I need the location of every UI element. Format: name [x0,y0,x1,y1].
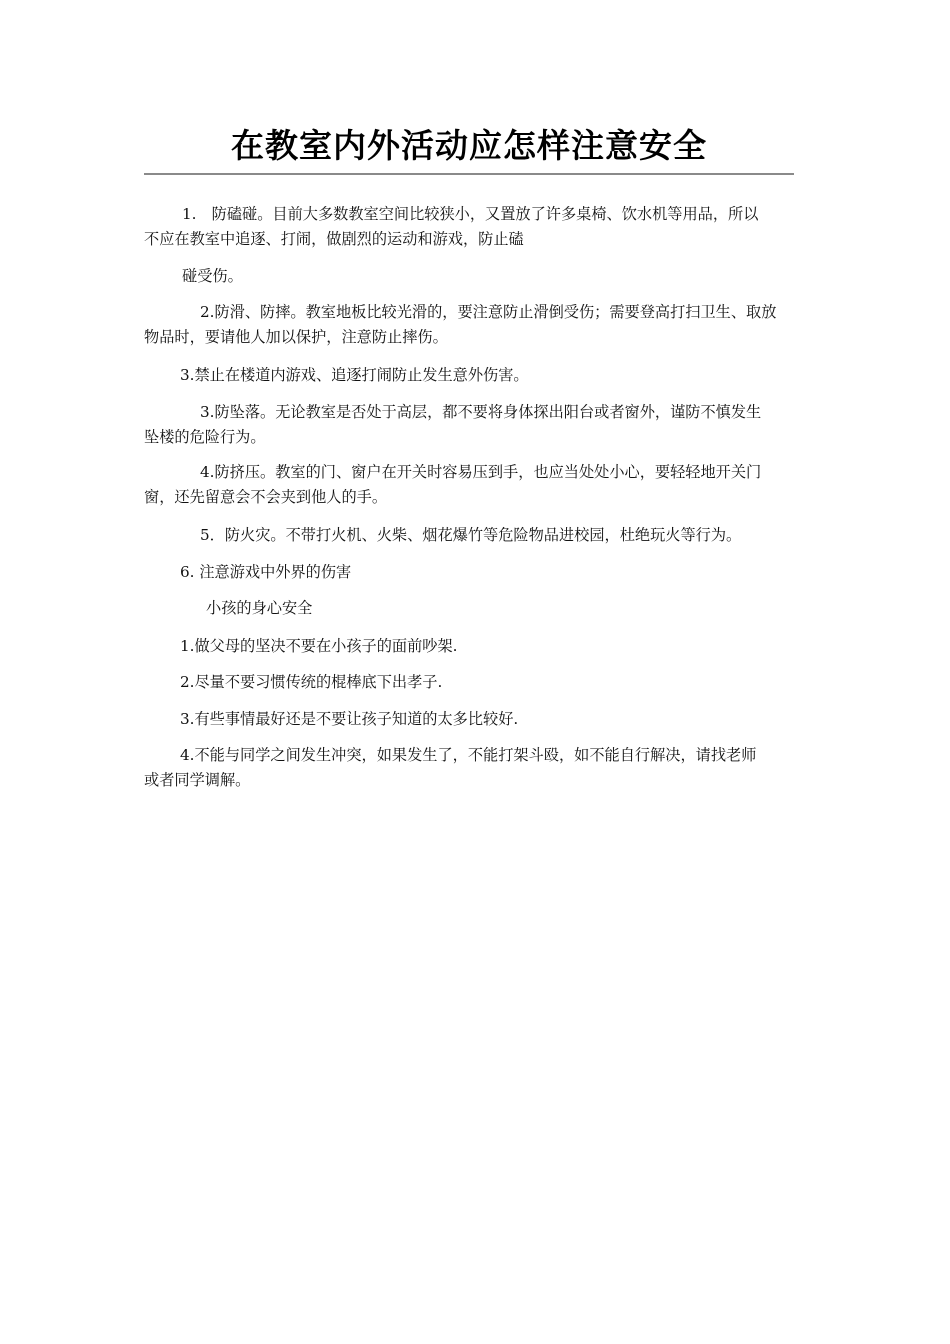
title-underline-divider [144,173,794,175]
paragraph-line: 窗，还先留意会不会夹到他人的手。 [144,488,387,506]
paragraph-line: 碰受伤。 [182,267,243,285]
paragraph-outside-harm [144,560,351,585]
paragraph-no-quarrel [144,634,458,659]
paragraph-no-fighting [144,743,756,793]
paragraph-line: 物品时，要请他人加以保护，注意防止摔伤。 [144,328,448,346]
paragraph-line: 小孩的身心安全 [206,599,313,617]
paragraph-line: 或者同学调解。 [144,771,251,789]
paragraph-line: 1. 防磕碰。目前大多数教室空间比较狭小，又置放了许多桌椅、饮水机等用品，所以 [182,205,759,223]
paragraph-line: 坠楼的危险行为。 [144,428,266,446]
paragraph-prevent-bumps [144,202,758,252]
section-heading-child-safety [144,596,312,621]
paragraph-line: 3.有些事情最好还是不要让孩子知道的太多比较好. [180,710,519,728]
paragraph-line: 4.防挤压。教室的门、窗户在开关时容易压到手，也应当处处小心，要轻轻地开关门 [200,463,762,481]
paragraph-line: 6. 注意游戏中外界的伤害 [180,563,352,581]
paragraph-prevent-slips [144,300,776,350]
paragraph-line: 1.做父母的坚决不要在小孩子的面前吵架. [180,637,458,655]
paragraph-not-too-much [144,707,518,732]
paragraph-prevent-pinching [144,460,761,510]
paragraph-line: 2.尽量不要习惯传统的棍棒底下出孝子. [180,673,443,691]
paragraph-line: 3.防坠落。无论教室是否处于高层，都不要将身体探出阳台或者窗外，谨防不慎发生 [200,403,762,421]
paragraph-no-beating [144,670,442,695]
paragraph-prevent-bumps-continued [144,264,243,289]
paragraph-line: 5．防火灾。不带打火机、火柴、烟花爆竹等危险物品进校园，杜绝玩火等行为。 [200,526,742,544]
paragraph-line: 3.禁止在楼道内游戏、追逐打闹防止发生意外伤害。 [180,366,529,384]
page-title: 在教室内外活动应怎样注意安全 [231,126,707,165]
paragraph-no-games-in-corridor [144,363,529,388]
paragraph-prevent-fire [144,523,741,548]
paragraph-line: 不应在教室中追逐、打闹，做剧烈的运动和游戏，防止磕 [144,230,524,248]
paragraph-line: 2.防滑、防摔。教室地板比较光滑的，要注意防止滑倒受伤；需要登高打扫卫生、取放 [200,303,777,321]
paragraph-prevent-falls [144,400,761,450]
paragraph-line: 4.不能与同学之间发生冲突，如果发生了，不能打架斗殴，如不能自行解决，请找老师 [180,746,757,764]
